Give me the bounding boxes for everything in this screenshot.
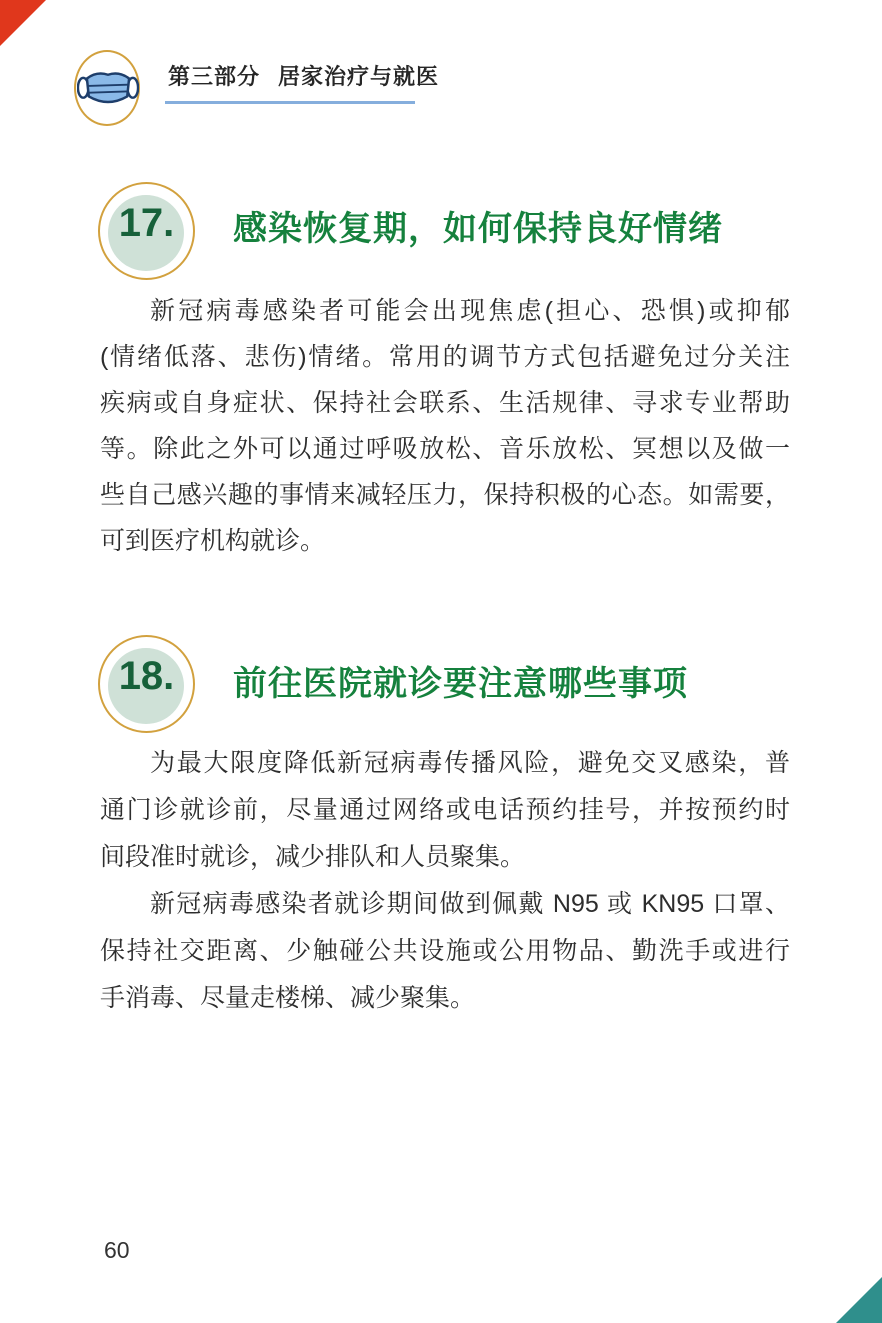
text-line: 手消毒、尽量走楼梯、减少聚集。: [100, 984, 476, 1012]
text-line: 疾病或自身症状、保持社会联系、生活规律、寻求专业帮助: [100, 389, 790, 417]
text-line: (情绪低落、悲伤)情绪。常用的调节方式包括避免过分关注: [100, 343, 790, 371]
text-line: 新冠病毒感染者就诊期间做到佩戴 N95 或 KN95 口罩、: [150, 890, 790, 918]
corner-decoration-red: [0, 0, 46, 46]
text-line: 可到医疗机构就诊。: [100, 527, 326, 555]
part-label: 第三部分: [168, 64, 261, 89]
section-18-title: 前往医院就诊要注意哪些事项: [233, 665, 688, 703]
part-title: 居家治疗与就医: [278, 64, 440, 89]
corner-decoration-teal: [836, 1277, 882, 1323]
text-line: 新冠病毒感染者可能会出现焦虑(担心、恐惧)或抑郁: [150, 297, 790, 325]
text-line: 通门诊就诊前，尽量通过网络或电话预约挂号，并按预约时: [100, 796, 790, 824]
surgical-mask-icon: [77, 67, 139, 111]
section-18-paragraphs: [100, 740, 790, 1022]
header-underline: [165, 101, 415, 104]
section-17-number: 17.: [118, 201, 175, 245]
section-17-title: 感染恢复期，如何保持良好情绪: [233, 210, 723, 248]
text-line: 保持社交距离、少触碰公共设施或公用物品、勤洗手或进行: [100, 937, 790, 965]
part-header: [168, 60, 439, 91]
text-line: 间段准时就诊，减少排队和人员聚集。: [100, 843, 526, 871]
section-18-number: 18.: [118, 654, 175, 698]
page-number: 60: [104, 1237, 130, 1263]
section-17-paragraph: [100, 288, 790, 564]
text-line: 等。除此之外可以通过呼吸放松、音乐放松、冥想以及做一: [100, 435, 790, 463]
text-line: 些自己感兴趣的事情来减轻压力，保持积极的心态。如需要，: [100, 481, 790, 509]
text-line: 为最大限度降低新冠病毒传播风险，避免交叉感染，普: [150, 749, 790, 777]
mask-icon: [74, 50, 140, 126]
